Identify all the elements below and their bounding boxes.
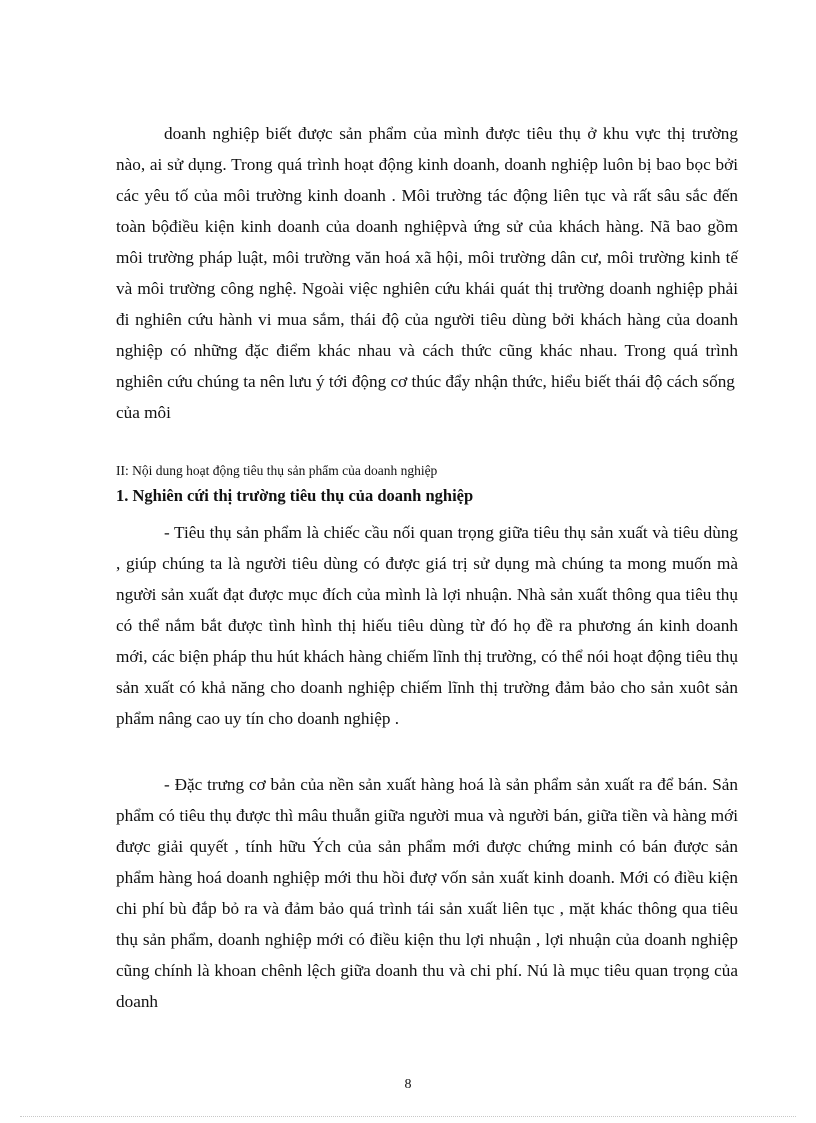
paragraph-3: - Đặc trưng cơ bản của nền sản xuất hàng hoá là sản phẩm sản xuất ra để bán. Sản phẩm có tiêu thụ được thì mâu thuẫn giữa người mua và người bán, giữa tiền và hàng mới được giải quyết , tính hữu Ých của sản phẩm mới được chứng minh có bán được sản phẩm hàng hoá doanh nghiệp mới thu hồi đượ vốn sản xuất kinh doanh. Mới có điều kiện chi phí bù đắp bỏ ra và đảm bảo quá trình tái sản xuất liên tục , mặt khác thông qua tiêu thụ sản phẩm, doanh nghiệp mới có điều kiện thu lợi nhuận , lợi nhuận của doanh nghiệp cũng chính là khoan chênh lệch giữa doanh thu và chi phí. Nú là mục tiêu quan trọng của doanh (116, 775, 738, 1011)
paragraph-1-tail: của môi (116, 403, 171, 422)
section-heading: II: Nội dung hoạt động tiêu thụ sản phẩm của doanh nghiệp (116, 463, 438, 478)
paragraph-1-text: doanh nghiệp biết được sản phẩm của mình được tiêu thụ ở khu vực thị trường nào, ai sử dụng. Trong quá trình hoạt động kinh doanh, doanh nghiệp luôn bị bao bọc bởi các yêu tố của môi trường kinh doanh . Môi trường tác động liên tục và rất sâu sắc đến toàn bộđiều kiện kinh doanh của doanh nghiệpvà ứng sử của khách hàng. Nã bao gồm môi trường pháp luật, môi trường văn hoá xã hội, môi trường dân cư, môi trường kinh tế và môi trường công nghệ. Ngoài việc nghiên cứu khái quát thị trường doanh nghiệp phải đi nghiên cứu hành vi mua sắm, thái độ của người tiêu dùng bởi khách hàng của doanh nghiệp có những đặc điểm khác nhau và cách thức cũng khác nhau. Trong quá trình nghiên cứu chúng ta nên lưu ý tới động cơ thúc đẩy nhận thức, hiểu biết thái độ cách sống (116, 124, 738, 391)
page-number: 8 (404, 1077, 412, 1092)
footer-divider (20, 1116, 796, 1117)
subsection-heading: 1. Nghiên cứi thị trường tiêu thụ của doanh nghiệp (116, 486, 474, 505)
paragraph-2: - Tiêu thụ sản phẩm là chiếc cầu nối quan trọng giữa tiêu thụ sản xuất và tiêu dùng , giúp chúng ta là người tiêu dùng có được giá trị sử dụng mà chúng ta mong muốn mà người sản xuất đạt được mục đích của mình là lợi nhuận. Nhà sản xuất thông qua tiêu thụ có thể nắm bắt được tình hình thị hiếu tiêu dùng từ đó họ đề ra phương án kinh doanh mới, các biện pháp thu hút khách hàng chiếm lĩnh thị trường, có thể nói hoạt động tiêu thụ sản xuất có khả năng cho doanh nghiệp chiếm lĩnh thị trường đảm bảo cho sản xuôt sản phẩm nâng cao uy tín cho doanh nghiệp . (116, 523, 738, 728)
paragraph-1 (116, 118, 738, 428)
